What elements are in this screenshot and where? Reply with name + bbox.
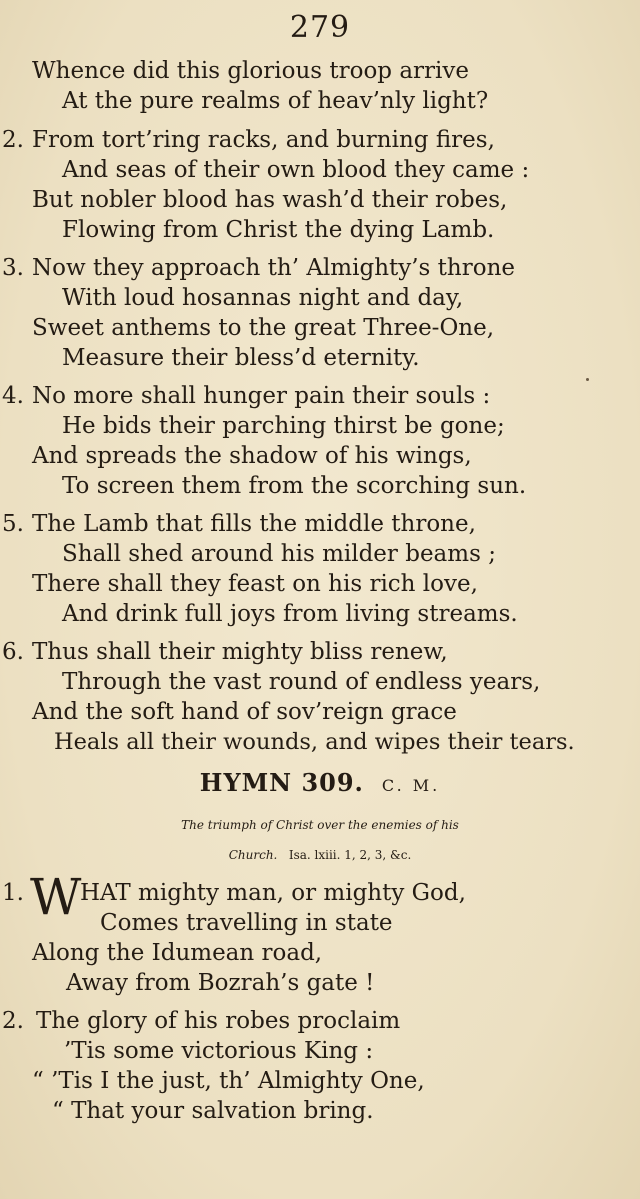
hymn-meter: C. M. [381, 776, 441, 795]
verse-line: Sweet anthems to the great Three-One, [32, 315, 495, 341]
verse-line: The Lamb that fills the middle throne, [32, 511, 476, 537]
stanza-number: 4. [2, 383, 24, 409]
verse-line: But nobler blood has wash’d their robes, [32, 187, 508, 213]
verse-line: Shall shed around his milder beams ; [62, 541, 496, 567]
stanza-number: 2. [2, 1008, 24, 1034]
hymn-subtitle-ref-line [0, 840, 640, 870]
verse-line: Away from Bozrah’s gate ! [66, 970, 375, 996]
verse-line: Comes travelling in state [100, 910, 393, 936]
verse-line: He bids their parching thirst be gone; [62, 413, 505, 439]
verse-line: “ That your salvation bring. [52, 1098, 374, 1124]
hymn-title [0, 768, 640, 797]
hymn-number: HYMN 309. [199, 768, 364, 797]
verse-line: Through the vast round of endless years, [62, 669, 541, 695]
hymn-subtitle-italic: The triumph of Christ over the enemies of his [181, 818, 459, 832]
verse-line: Along the Idumean road, [32, 940, 323, 966]
hymn-subtitle [0, 810, 640, 840]
verse-line: At the pure realms of heav’nly light? [62, 88, 489, 114]
verse-line: Whence did this glorious troop arrive [32, 58, 469, 84]
page-number: 279 [289, 10, 351, 45]
verse-line: To screen them from the scorching sun. [62, 473, 527, 499]
drop-cap: W [30, 868, 82, 926]
verse-line: And the soft hand of sov’reign grace [32, 699, 457, 725]
verse-line: And drink full joys from living streams. [62, 601, 518, 627]
stanza-number: 1. [2, 880, 24, 906]
verse-line: Thus shall their mighty bliss renew, [32, 639, 448, 665]
verse-line: HAT mighty man, or mighty God, [80, 880, 466, 906]
verse-line: Flowing from Christ the dying Lamb. [62, 217, 495, 243]
verse-line: Heals all their wounds, and wipes their tears. [54, 729, 575, 755]
stanza-number: 2. [2, 127, 24, 153]
verse-line: No more shall hunger pain their souls : [32, 383, 491, 409]
stanza-number: 5. [2, 511, 24, 537]
verse-line: From tort’ring racks, and burning fires, [32, 127, 495, 153]
verse-line: And seas of their own blood they came : [62, 157, 530, 183]
stanza-number: 6. [2, 639, 24, 665]
verse-line: With loud hosannas night and day, [62, 285, 464, 311]
verse-line: The glory of his robes proclaim [36, 1008, 401, 1034]
verse-line: “ ’Tis I the just, th’ Almighty One, [32, 1068, 425, 1094]
hymn-subtitle-italic: Church. [228, 848, 278, 862]
scripture-reference: Isa. lxiii. 1, 2, 3, &c. [288, 848, 412, 862]
verse-line: ’Tis some victorious King : [64, 1038, 374, 1064]
verse-line: Measure their bless’d eternity. [62, 345, 420, 371]
stanza-number: 3. [2, 255, 24, 281]
verse-line: Now they approach th’ Almighty’s throne [32, 255, 515, 281]
paper-speck [586, 378, 589, 381]
verse-line: There shall they feast on his rich love, [32, 571, 478, 597]
verse-line: And spreads the shadow of his wings, [32, 443, 472, 469]
